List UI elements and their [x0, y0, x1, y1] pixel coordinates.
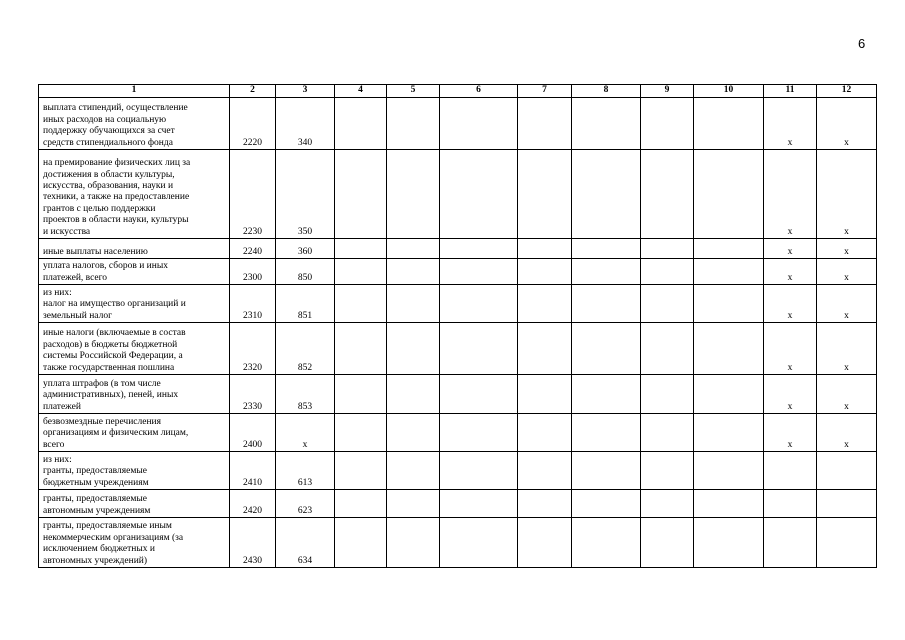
empty-cell: [335, 150, 387, 239]
empty-cell: [694, 285, 764, 323]
empty-cell: [335, 259, 387, 285]
empty-cell: [518, 150, 572, 239]
row-name-cell: из них: гранты, предоставляемые бюджетным учреждениям: [39, 452, 230, 490]
empty-cell: [440, 150, 518, 239]
header-cell: 11: [764, 85, 817, 98]
empty-cell: [440, 518, 518, 568]
empty-cell: [572, 98, 641, 150]
empty-cell: [518, 375, 572, 414]
header-cell: 3: [276, 85, 335, 98]
row-col11-cell: x: [764, 375, 817, 414]
row-kbk-cell: 613: [276, 452, 335, 490]
empty-cell: [641, 150, 694, 239]
header-cell: 10: [694, 85, 764, 98]
empty-cell: [694, 518, 764, 568]
row-code-cell: 2410: [230, 452, 276, 490]
empty-cell: [440, 414, 518, 452]
row-name-cell: безвозмездные перечисления организациям и физическим лицам, всего: [39, 414, 230, 452]
row-name-cell: уплата налогов, сборов и иных платежей, всего: [39, 259, 230, 285]
row-col12-cell: x: [817, 98, 877, 150]
empty-cell: [387, 98, 440, 150]
empty-cell: [641, 518, 694, 568]
empty-cell: [440, 323, 518, 375]
table-row: [39, 239, 877, 259]
row-name-cell: иные налоги (включаемые в состав расходов) в бюджеты бюджетной системы Российской Федерации, а также государственная пошлина: [39, 323, 230, 375]
row-name-cell: гранты, предоставляемые иным некоммерческим организациям (за исключением бюджетных и автономных учреждений): [39, 518, 230, 568]
row-name-cell: уплата штрафов (в том числе административных), пеней, иных платежей: [39, 375, 230, 414]
row-col11-cell: x: [764, 259, 817, 285]
empty-cell: [641, 98, 694, 150]
page-number: 6: [858, 36, 866, 51]
table-row: [39, 150, 877, 239]
row-col11-cell: x: [764, 150, 817, 239]
empty-cell: [572, 259, 641, 285]
header-row: [39, 85, 877, 98]
row-code-cell: 2240: [230, 239, 276, 259]
row-name-cell: на премирование физических лиц за достижения в области культуры, искусства, образования, науки и техники, а также на предоставление грантов с целью поддержки проектов в области науки, культуры и искусства: [39, 150, 230, 239]
row-code-cell: 2320: [230, 323, 276, 375]
empty-cell: [572, 518, 641, 568]
empty-cell: [572, 239, 641, 259]
row-col11-cell: x: [764, 285, 817, 323]
row-code-cell: 2400: [230, 414, 276, 452]
row-kbk-cell: 852: [276, 323, 335, 375]
empty-cell: [387, 375, 440, 414]
empty-cell: [518, 414, 572, 452]
table-row: [39, 98, 877, 150]
row-col12-cell: [817, 490, 877, 518]
empty-cell: [387, 239, 440, 259]
empty-cell: [641, 414, 694, 452]
header-cell: 1: [39, 85, 230, 98]
empty-cell: [440, 239, 518, 259]
row-kbk-cell: 350: [276, 150, 335, 239]
empty-cell: [694, 452, 764, 490]
empty-cell: [440, 490, 518, 518]
table-row: [39, 259, 877, 285]
empty-cell: [572, 150, 641, 239]
header-cell: 4: [335, 85, 387, 98]
empty-cell: [440, 375, 518, 414]
empty-cell: [335, 239, 387, 259]
empty-cell: [387, 490, 440, 518]
header-cell: 7: [518, 85, 572, 98]
row-kbk-cell: 850: [276, 259, 335, 285]
empty-cell: [335, 285, 387, 323]
row-col12-cell: [817, 452, 877, 490]
row-col11-cell: x: [764, 239, 817, 259]
empty-cell: [518, 323, 572, 375]
header-cell: 6: [440, 85, 518, 98]
empty-cell: [572, 414, 641, 452]
row-code-cell: 2430: [230, 518, 276, 568]
table-row: [39, 452, 877, 490]
table-row: [39, 518, 877, 568]
empty-cell: [335, 414, 387, 452]
empty-cell: [440, 285, 518, 323]
row-kbk-cell: 360: [276, 239, 335, 259]
empty-cell: [694, 490, 764, 518]
empty-cell: [641, 239, 694, 259]
row-code-cell: 2310: [230, 285, 276, 323]
empty-cell: [335, 323, 387, 375]
empty-cell: [518, 490, 572, 518]
row-kbk-cell: 340: [276, 98, 335, 150]
empty-cell: [641, 259, 694, 285]
empty-cell: [572, 375, 641, 414]
table-row: [39, 490, 877, 518]
empty-cell: [387, 518, 440, 568]
empty-cell: [335, 375, 387, 414]
empty-cell: [518, 285, 572, 323]
row-name-cell: выплата стипендий, осуществление иных расходов на социальную поддержку обучающихся за счет средств стипендиального фонда: [39, 98, 230, 150]
table-row: [39, 375, 877, 414]
row-col11-cell: x: [764, 323, 817, 375]
row-name-cell: иные выплаты населению: [39, 239, 230, 259]
empty-cell: [440, 98, 518, 150]
table-row: [39, 285, 877, 323]
empty-cell: [641, 285, 694, 323]
row-code-cell: 2230: [230, 150, 276, 239]
empty-cell: [694, 98, 764, 150]
row-col11-cell: [764, 518, 817, 568]
empty-cell: [572, 452, 641, 490]
empty-cell: [694, 239, 764, 259]
empty-cell: [694, 375, 764, 414]
row-code-cell: 2220: [230, 98, 276, 150]
empty-cell: [387, 150, 440, 239]
empty-cell: [335, 518, 387, 568]
row-col12-cell: [817, 518, 877, 568]
table-row: [39, 323, 877, 375]
empty-cell: [387, 259, 440, 285]
empty-cell: [572, 490, 641, 518]
header-cell: 9: [641, 85, 694, 98]
empty-cell: [641, 375, 694, 414]
table-row: [39, 414, 877, 452]
empty-cell: [572, 285, 641, 323]
row-col12-cell: x: [817, 375, 877, 414]
empty-cell: [518, 98, 572, 150]
empty-cell: [387, 285, 440, 323]
row-col12-cell: x: [817, 239, 877, 259]
header-cell: 8: [572, 85, 641, 98]
empty-cell: [518, 518, 572, 568]
row-col11-cell: [764, 490, 817, 518]
empty-cell: [694, 414, 764, 452]
row-name-cell: гранты, предоставляемые автономным учреждениям: [39, 490, 230, 518]
empty-cell: [518, 259, 572, 285]
row-col12-cell: x: [817, 150, 877, 239]
row-kbk-cell: 634: [276, 518, 335, 568]
empty-cell: [335, 452, 387, 490]
empty-cell: [518, 452, 572, 490]
row-code-cell: 2300: [230, 259, 276, 285]
empty-cell: [387, 323, 440, 375]
row-kbk-cell: 623: [276, 490, 335, 518]
row-name-cell: из них: налог на имущество организаций и земельный налог: [39, 285, 230, 323]
empty-cell: [518, 239, 572, 259]
empty-cell: [387, 414, 440, 452]
empty-cell: [335, 98, 387, 150]
row-code-cell: 2420: [230, 490, 276, 518]
empty-cell: [694, 323, 764, 375]
row-col12-cell: x: [817, 259, 877, 285]
row-col11-cell: [764, 452, 817, 490]
empty-cell: [387, 452, 440, 490]
row-col11-cell: x: [764, 98, 817, 150]
header-cell: 5: [387, 85, 440, 98]
empty-cell: [641, 490, 694, 518]
row-col12-cell: x: [817, 414, 877, 452]
empty-cell: [641, 452, 694, 490]
empty-cell: [572, 323, 641, 375]
empty-cell: [440, 259, 518, 285]
row-col12-cell: x: [817, 323, 877, 375]
header-cell: 2: [230, 85, 276, 98]
row-col11-cell: x: [764, 414, 817, 452]
row-kbk-cell: 851: [276, 285, 335, 323]
row-code-cell: 2330: [230, 375, 276, 414]
row-col12-cell: x: [817, 285, 877, 323]
empty-cell: [694, 150, 764, 239]
row-kbk-cell: x: [276, 414, 335, 452]
row-kbk-cell: 853: [276, 375, 335, 414]
empty-cell: [335, 490, 387, 518]
header-cell: 12: [817, 85, 877, 98]
budget-table: [38, 84, 877, 568]
empty-cell: [440, 452, 518, 490]
empty-cell: [694, 259, 764, 285]
empty-cell: [641, 323, 694, 375]
